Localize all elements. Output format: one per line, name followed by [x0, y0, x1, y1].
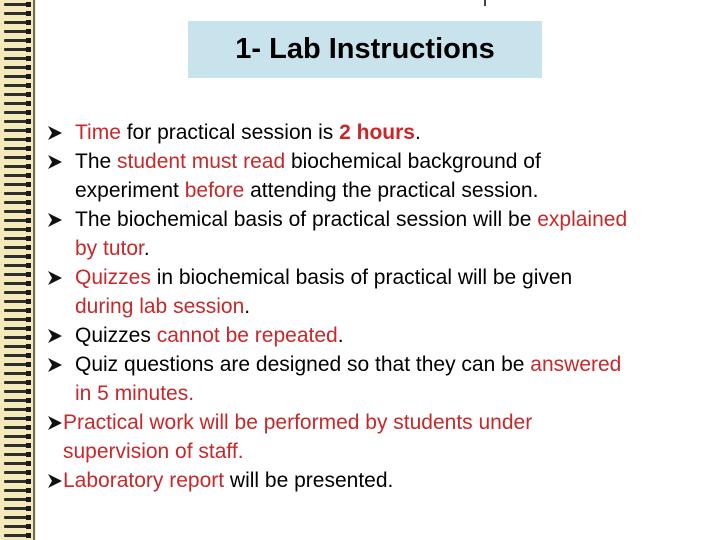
spiral-hole	[26, 200, 31, 205]
spiral-hole	[26, 29, 31, 34]
spiral-hole	[26, 218, 31, 223]
instruction-text: The	[75, 150, 118, 173]
instruction-text: .	[415, 121, 421, 144]
instruction-item	[45, 350, 717, 408]
instruction-line	[75, 321, 717, 350]
spiral-hole	[26, 416, 31, 421]
spiral-hole	[26, 281, 31, 286]
spiral-hole	[26, 317, 31, 322]
spiral-hole	[26, 407, 31, 412]
spiral-hole	[26, 65, 31, 70]
spiral-hole	[26, 308, 31, 313]
spiral-hole	[26, 461, 31, 466]
spiral-hole	[26, 38, 31, 43]
instruction-line	[63, 437, 717, 466]
spiral-hole	[26, 47, 31, 52]
spiral-hole	[26, 506, 31, 511]
title-banner	[188, 21, 542, 78]
instruction-text: Laboratory report	[63, 469, 225, 492]
spiral-hole	[26, 110, 31, 115]
spiral-hole	[26, 83, 31, 88]
spiral-hole	[26, 11, 31, 16]
spiral-hole	[26, 155, 31, 160]
instruction-line	[75, 205, 717, 234]
arrowhead-bullet-icon	[45, 263, 69, 292]
spiral-hole	[26, 434, 31, 439]
instruction-item	[45, 205, 717, 263]
spiral-hole	[26, 20, 31, 25]
spiral-hole	[26, 191, 31, 196]
instruction-text: .	[337, 324, 344, 347]
spiral-hole	[26, 443, 31, 448]
spiral-hole	[26, 371, 31, 376]
instruction-text: before	[184, 179, 245, 202]
spiral-hole	[26, 173, 31, 178]
instruction-text: cannot be repeated	[156, 324, 338, 347]
instruction-item	[45, 466, 717, 495]
spiral-hole	[26, 299, 31, 304]
spiral-hole	[26, 245, 31, 250]
instruction-text: answered	[530, 353, 622, 376]
instruction-line	[63, 408, 717, 437]
instruction-text: by tutor	[75, 237, 144, 260]
arrowhead-bullet-icon	[45, 321, 69, 350]
spiral-hole	[26, 533, 31, 538]
instruction-text: supervision of staff.	[63, 440, 244, 463]
spiral-hole	[26, 146, 31, 151]
instruction-line	[75, 263, 717, 292]
instruction-item	[45, 263, 717, 321]
arrowhead-bullet-icon	[45, 466, 69, 495]
spiral-hole	[26, 515, 31, 520]
arrowhead-bullet-icon	[45, 118, 69, 147]
spiral-hole	[26, 290, 31, 295]
instruction-text: attending the practical session.	[244, 179, 539, 202]
spiral-hole	[26, 470, 31, 475]
spiral-hole	[26, 74, 31, 79]
instruction-text: in biochemical basis of practical will be given	[150, 266, 573, 289]
instruction-text: Time	[75, 121, 121, 144]
spiral-hole	[26, 479, 31, 484]
instruction-line	[75, 292, 717, 321]
instruction-line	[75, 118, 717, 147]
spiral-hole	[26, 362, 31, 367]
instruction-line	[75, 350, 717, 379]
instruction-text: explained	[537, 208, 628, 231]
instruction-text: during lab session	[75, 295, 245, 318]
arrowhead-bullet-icon	[45, 408, 69, 437]
spiral-hole	[26, 353, 31, 358]
instruction-text: .	[244, 295, 251, 318]
instruction-list	[45, 118, 717, 495]
spiral-hole	[26, 254, 31, 259]
spiral-hole	[26, 182, 31, 187]
instruction-text: Quizzes	[75, 324, 157, 347]
instruction-item	[45, 408, 717, 466]
spiral-hole	[26, 209, 31, 214]
top-edge-mark	[484, 0, 486, 6]
spiral-hole	[26, 263, 31, 268]
instruction-item	[45, 118, 717, 147]
arrowhead-bullet-icon	[45, 147, 69, 176]
spiral-hole	[26, 326, 31, 331]
instruction-text: 2 hours	[339, 121, 415, 144]
spiral-hole	[26, 128, 31, 133]
spiral-hole	[26, 119, 31, 124]
spiral-hole	[26, 92, 31, 97]
spiral-hole	[26, 56, 31, 61]
instruction-text: .	[143, 237, 150, 260]
spiral-hole	[26, 425, 31, 430]
notebook-spiral-binding	[0, 0, 40, 540]
spiral-hole	[26, 452, 31, 457]
spiral-hole	[26, 2, 31, 7]
spiral-hole	[26, 497, 31, 502]
instruction-text: for practical session is	[120, 121, 340, 144]
binding-strip	[0, 0, 36, 540]
instruction-text: in 5 minutes.	[75, 382, 195, 405]
spiral-hole	[26, 488, 31, 493]
spiral-hole	[26, 137, 31, 142]
spiral-hole	[26, 524, 31, 529]
instruction-item	[45, 147, 717, 205]
instruction-line	[75, 147, 717, 176]
spiral-hole	[26, 335, 31, 340]
instruction-line	[75, 379, 717, 408]
spiral-hole	[26, 380, 31, 385]
instruction-text: biochemical background of	[285, 150, 541, 173]
spiral-hole	[26, 101, 31, 106]
instruction-text: experiment	[75, 179, 185, 202]
instruction-item	[45, 321, 717, 350]
spiral-hole	[26, 272, 31, 277]
instruction-text: student must read	[117, 150, 286, 173]
spiral-hole	[26, 227, 31, 232]
instruction-text: The biochemical basis of practical session will be	[75, 208, 538, 231]
spiral-hole	[26, 344, 31, 349]
instruction-line	[63, 466, 717, 495]
spiral-hole	[26, 236, 31, 241]
instruction-text: Practical work will be performed by students under	[63, 411, 533, 434]
spiral-hole	[26, 389, 31, 394]
instruction-text: will be presented.	[224, 469, 394, 492]
arrowhead-bullet-icon	[45, 350, 69, 379]
page-title: 1- Lab Instructions	[235, 33, 495, 65]
arrowhead-bullet-icon	[45, 205, 69, 234]
instruction-text: Quizzes	[75, 266, 151, 289]
instruction-line	[75, 234, 717, 263]
instruction-line	[75, 176, 717, 205]
spiral-hole	[26, 398, 31, 403]
instruction-text: Quiz questions are designed so that they can be	[75, 353, 531, 376]
spiral-hole	[26, 164, 31, 169]
